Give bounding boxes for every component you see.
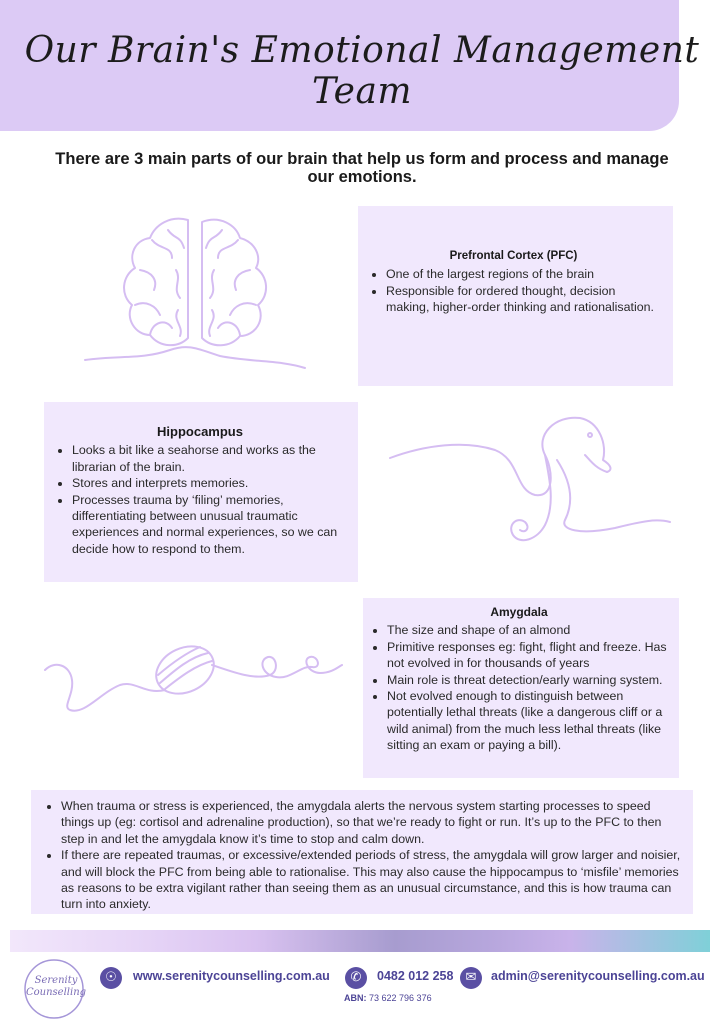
list-item: • Primitive responses eg: fight, flight and freeze. Has not evolved in for thousands of years (387, 639, 667, 672)
amygdala-heading: Amygdala (490, 605, 548, 619)
hippocampus-card (44, 402, 358, 582)
logo-text-line-2: Counselling (26, 987, 87, 998)
list-item: • Stores and interprets memories. (72, 475, 344, 491)
pfc-heading: Prefrontal Cortex (PFC) (449, 250, 578, 262)
intro-text: There are 3 main parts of our brain that help us form and process and manage our emotions. (55, 150, 669, 186)
decorative-gradient-bar (10, 930, 710, 952)
list-item: • One of the largest regions of the brain (386, 266, 657, 282)
list-item: • Responsible for ordered thought, decision making, higher-order thinking and rationalisation. (386, 283, 657, 316)
abn-text (344, 993, 432, 1003)
list-item: • The size and shape of an almond (387, 622, 667, 638)
logo-text-line-1: Serenity (34, 975, 78, 986)
summary-list (31, 798, 681, 913)
website-link[interactable]: www.serenitycounselling.com.au (133, 969, 330, 983)
phone-icon: ✆ (345, 967, 367, 989)
seahorse-line-art (385, 410, 675, 570)
abn-value: 73 622 796 376 (369, 993, 432, 1003)
globe-icon: ☉ (100, 967, 122, 989)
almond-line-art (40, 635, 345, 715)
page-title: Our Brain's Emotional Management Team (24, 30, 700, 112)
mail-icon: ✉ (460, 967, 482, 989)
pfc-list (370, 266, 657, 315)
abn-label: ABN: (344, 993, 367, 1003)
list-item: • Not evolved enough to distinguish between potentially lethal threats (like a dangerous cliff or a wild animal) from the much less lethal threats (like sitting an exam or paying a bill). (387, 688, 667, 754)
amygdala-card (363, 598, 679, 778)
email-link[interactable]: admin@serenitycounselling.com.au (491, 969, 705, 983)
hippocampus-list (56, 442, 344, 557)
list-item: • If there are repeated traumas, or excessive/extended periods of stress, the amygdala will grow larger and noisier, and will block the PFC from being able to rationalise. This may also cause the hippocampus to ‘misfile’ memories as reasons to be extra vigilant rather than seeing them as an unusual circumstance, and this is how trauma can turn into anxiety. (61, 847, 681, 913)
pfc-card (358, 206, 673, 386)
logo (22, 957, 86, 1021)
phone-link[interactable]: 0482 012 258 (377, 969, 454, 983)
footer (0, 955, 724, 1024)
list-item: • Processes trauma by ‘filing’ memories, differentiating between unusual traumatic experiences and normal experiences, so we can decide how to respond to them. (72, 492, 344, 558)
list-item: • When trauma or stress is experienced, the amygdala alerts the nervous system starting processes to speed things up (eg: cortisol and adrenaline production), so that we’re ready to fight or run. It’s up to the PFC to then step in and let the amygdala know it’s time to stop and calm down. (61, 798, 681, 847)
list-item: • Main role is threat detection/early warning system. (387, 672, 667, 688)
brain-line-art (80, 210, 310, 380)
list-item: • Looks a bit like a seahorse and works as the librarian of the brain. (72, 442, 344, 475)
summary-card (31, 790, 693, 914)
amygdala-list (371, 622, 667, 753)
hippocampus-heading: Hippocampus (157, 424, 243, 439)
